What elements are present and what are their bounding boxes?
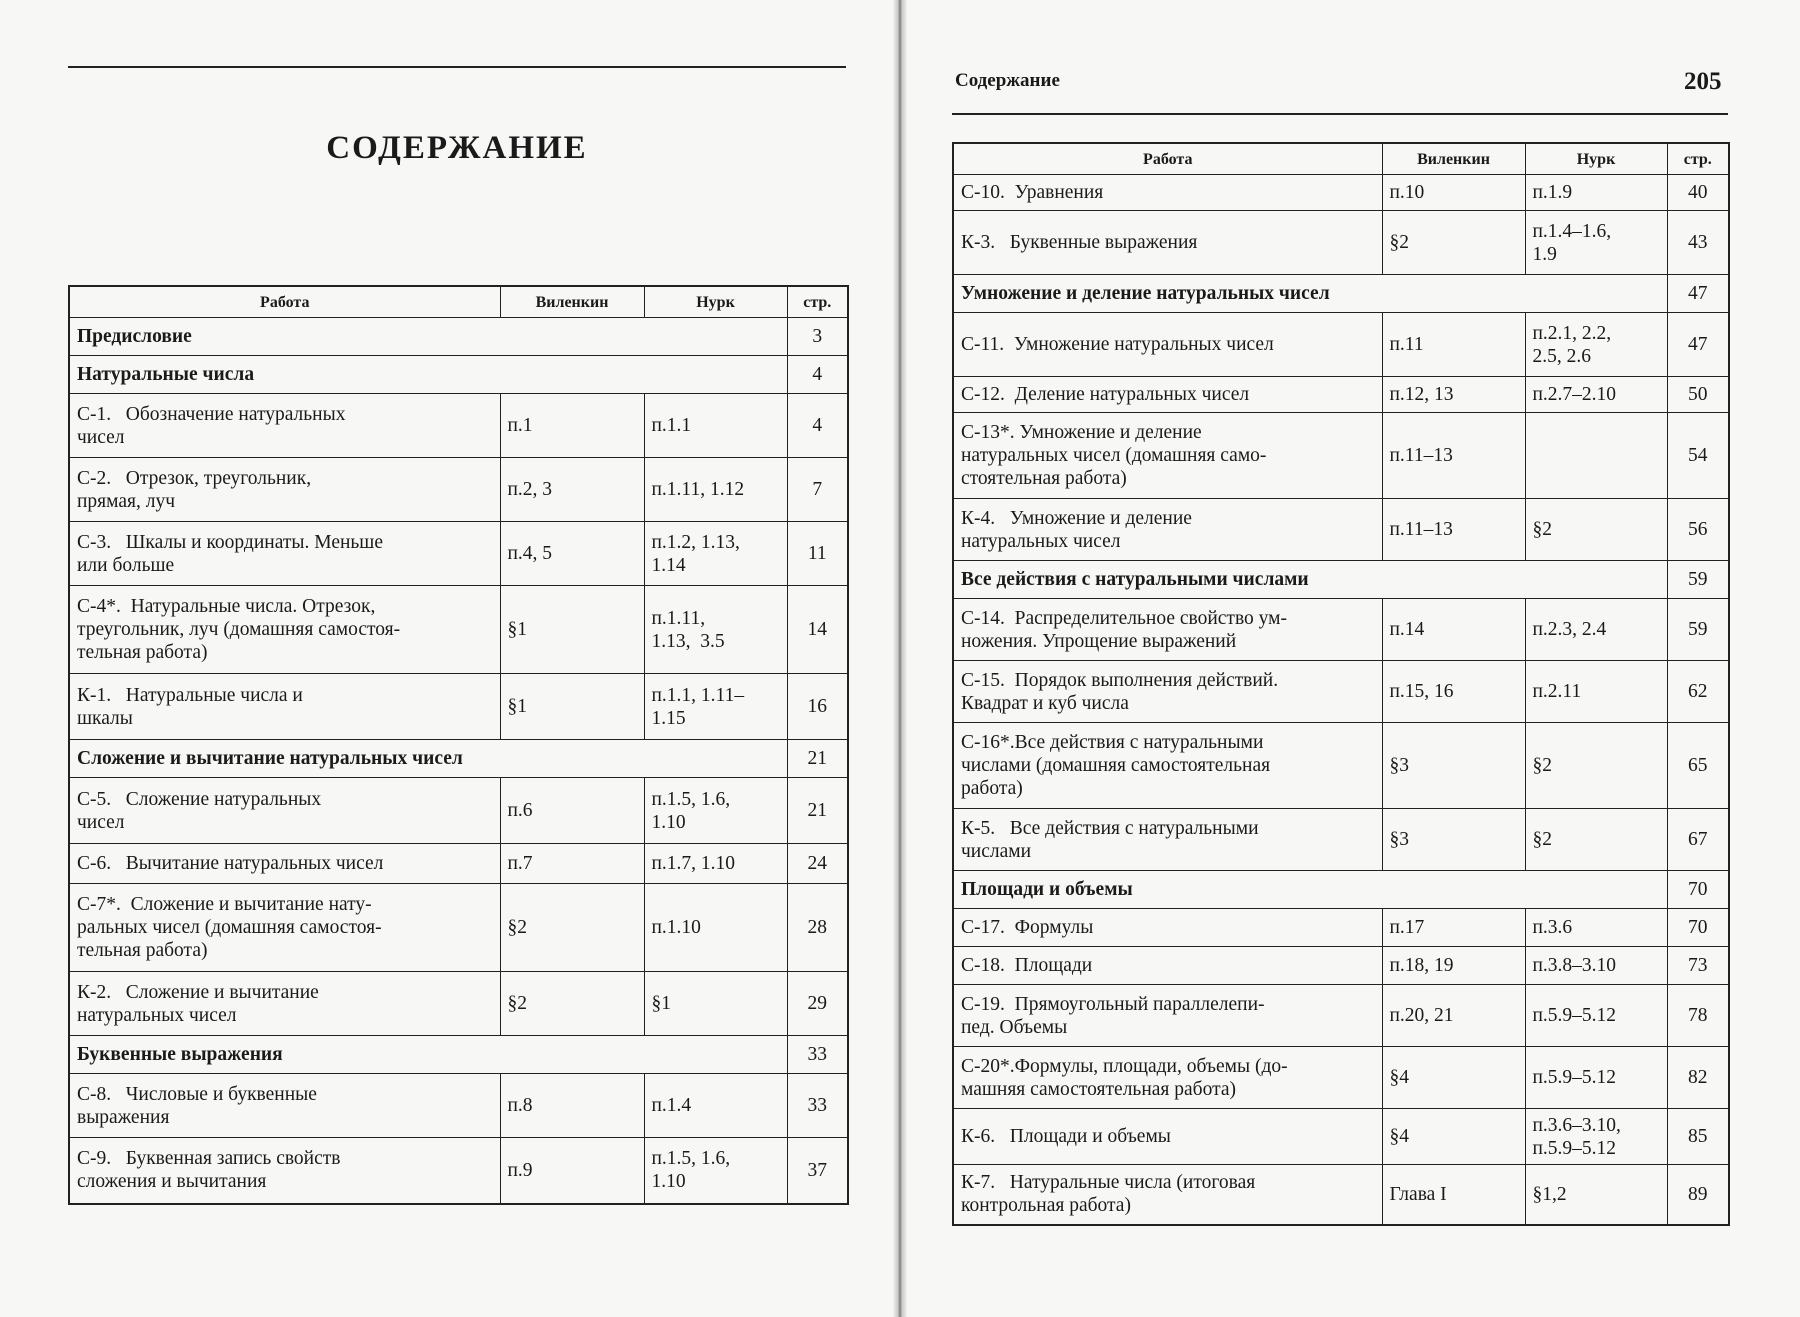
- work-cell-box: [953, 809, 1382, 871]
- col-header-vilenkin: Виленкин: [1382, 143, 1525, 175]
- section-title: Предисловие: [69, 318, 787, 356]
- page-cell-box: [1667, 947, 1729, 985]
- section-row: [953, 561, 1729, 599]
- vilenkin-cell-box: [1382, 661, 1525, 723]
- page-title: СОДЕРЖАНИЕ: [326, 130, 588, 166]
- nurk-cell-box: [1525, 599, 1667, 661]
- page-cell: 65: [1688, 755, 1708, 776]
- nurk-cell: п.1.4–1.6, 1.9: [1532, 220, 1612, 265]
- section-title: Сложение и вычитание натуральных чисел: [69, 740, 787, 778]
- table-row: [69, 586, 848, 674]
- nurk-cell-box: [1525, 499, 1667, 561]
- page-cell-box: [1667, 1165, 1729, 1225]
- nurk-cell: §2: [1532, 829, 1552, 850]
- nurk-cell-box: [644, 674, 787, 740]
- nurk-cell-box: [1525, 1165, 1667, 1225]
- table-row: [953, 313, 1729, 377]
- nurk-cell: п.3.8–3.10: [1532, 955, 1617, 976]
- vilenkin-cell-box: [1382, 1047, 1525, 1109]
- vilenkin-cell-box: [1382, 599, 1525, 661]
- work-cell: С-4*. Натуральные числа. Отрезок, треугольник, луч (домашняя самостоя- тельная работа): [77, 596, 401, 663]
- work-cell: С-7*. Сложение и вычитание нату- ральных чисел (домашняя самостоя- тельная работа): [77, 894, 382, 961]
- page-cell-box: [1667, 499, 1729, 561]
- work-cell-box: [953, 313, 1382, 377]
- page-cell-box: [787, 458, 848, 522]
- nurk-cell: п.2.1, 2.2, 2.5, 2.6: [1532, 322, 1612, 367]
- nurk-cell-box: [644, 844, 787, 884]
- col-header-nurk: Нурк: [644, 286, 787, 318]
- table-row: [953, 175, 1729, 211]
- nurk-cell: §2: [1532, 755, 1552, 776]
- section-page: 47: [1667, 275, 1729, 313]
- table-row: [953, 809, 1729, 871]
- work-cell: С-5. Сложение натуральных чисел: [77, 788, 322, 833]
- vilenkin-cell-box: [500, 972, 644, 1036]
- page-cell-box: [1667, 175, 1729, 211]
- page-cell-box: [1667, 909, 1729, 947]
- section-page: 59: [1667, 561, 1729, 599]
- page-cell: 47: [1688, 334, 1708, 355]
- work-cell: С-2. Отрезок, треугольник, прямая, луч: [77, 467, 312, 512]
- page-cell: 14: [807, 619, 827, 640]
- page-cell-box: [1667, 599, 1729, 661]
- vilenkin-cell: п.17: [1389, 917, 1425, 938]
- work-cell: С-6. Вычитание натуральных чисел: [77, 853, 384, 874]
- page-cell-box: [1667, 211, 1729, 275]
- page-cell-box: [1667, 377, 1729, 413]
- page-cell: 89: [1688, 1183, 1708, 1205]
- page-cell: 37: [807, 1159, 827, 1181]
- vilenkin-cell: Глава I: [1389, 1183, 1447, 1205]
- table-row: [953, 661, 1729, 723]
- page-cell-box: [787, 586, 848, 674]
- page-cell: 67: [1688, 829, 1708, 850]
- table-row: [69, 458, 848, 522]
- vilenkin-cell-box: [500, 586, 644, 674]
- vilenkin-cell: п.10: [1389, 182, 1425, 203]
- nurk-cell: §1,2: [1532, 1183, 1567, 1205]
- table-row: [69, 778, 848, 844]
- col-header-vilenkin: Виленкин: [500, 286, 644, 318]
- vilenkin-cell: §2: [507, 917, 527, 938]
- page-cell: 33: [807, 1095, 827, 1116]
- nurk-cell-box: [1525, 1047, 1667, 1109]
- page-cell: 73: [1688, 955, 1708, 976]
- vilenkin-cell: п.7: [507, 853, 533, 874]
- col-header-work: Работа: [69, 286, 500, 318]
- vilenkin-cell-box: [1382, 499, 1525, 561]
- nurk-cell: п.3.6: [1532, 917, 1573, 938]
- work-cell: К-4. Умножение и деление натуральных чисел: [961, 507, 1192, 552]
- work-cell: С-18. Площади: [961, 955, 1093, 976]
- page-cell: 85: [1688, 1126, 1708, 1147]
- nurk-cell: п.2.3, 2.4: [1532, 619, 1607, 640]
- vilenkin-cell: §1: [507, 619, 527, 640]
- work-cell: К-7. Натуральные числа (итоговая контрольная работа): [961, 1172, 1256, 1217]
- page-cell-box: [787, 1074, 848, 1138]
- vilenkin-cell-box: [1382, 1165, 1525, 1225]
- work-cell-box: [69, 884, 500, 972]
- section-row: [953, 275, 1729, 313]
- section-row: [953, 871, 1729, 909]
- page-cell: 70: [1688, 917, 1708, 938]
- section-page: 21: [787, 740, 848, 778]
- nurk-cell-box: [644, 522, 787, 586]
- page-cell-box: [1667, 985, 1729, 1047]
- work-cell-box: [953, 499, 1382, 561]
- work-cell: С-19. Прямоугольный параллелепи- пед. Объемы: [961, 993, 1265, 1038]
- vilenkin-cell: п.11: [1389, 334, 1424, 355]
- work-cell-box: [953, 947, 1382, 985]
- vilenkin-cell-box: [1382, 947, 1525, 985]
- top-rule-right: [952, 113, 1728, 115]
- work-cell: К-1. Натуральные числа и шкалы: [77, 684, 303, 729]
- vilenkin-cell-box: [500, 458, 644, 522]
- table-row: [69, 972, 848, 1036]
- page-cell-box: [1667, 661, 1729, 723]
- nurk-cell-box: [644, 884, 787, 972]
- page-cell: 62: [1688, 681, 1708, 702]
- vilenkin-cell: §2: [507, 993, 527, 1014]
- table-row: [953, 947, 1729, 985]
- nurk-cell: п.2.7–2.10: [1532, 384, 1617, 405]
- page-cell-box: [787, 972, 848, 1036]
- section-row: [69, 318, 848, 356]
- nurk-cell-box: [644, 972, 787, 1036]
- page-number: 205: [1684, 68, 1722, 95]
- page-cell-box: [1667, 809, 1729, 871]
- work-cell-box: [69, 1074, 500, 1138]
- work-cell: К-6. Площади и объемы: [961, 1126, 1171, 1147]
- section-title: Натуральные числа: [69, 356, 787, 394]
- vilenkin-cell: п.18, 19: [1389, 955, 1454, 976]
- table-header-row: [69, 286, 848, 318]
- page-cell: 50: [1688, 384, 1708, 405]
- table-row: [69, 884, 848, 972]
- table-row: [69, 394, 848, 458]
- col-header-work: Работа: [953, 143, 1382, 175]
- vilenkin-cell: п.20, 21: [1389, 1005, 1454, 1026]
- work-cell: С-1. Обозначение натуральных чисел: [77, 403, 346, 448]
- work-cell-box: [69, 972, 500, 1036]
- vilenkin-cell: п.12, 13: [1389, 384, 1454, 405]
- section-title: Умножение и деление натуральных чисел: [953, 275, 1667, 313]
- nurk-cell-box: [1525, 985, 1667, 1047]
- table-row: [69, 674, 848, 740]
- nurk-cell: п.1.9: [1532, 182, 1573, 203]
- vilenkin-cell-box: [500, 394, 644, 458]
- work-cell: С-8. Числовые и буквенные выражения: [77, 1083, 317, 1128]
- nurk-cell: §1: [651, 993, 671, 1014]
- page-cell-box: [787, 674, 848, 740]
- nurk-cell: п.1.10: [651, 917, 701, 938]
- vilenkin-cell-box: [1382, 809, 1525, 871]
- page-cell-box: [787, 394, 848, 458]
- work-cell: С-10. Уравнения: [961, 182, 1104, 203]
- nurk-cell-box: [1525, 723, 1667, 809]
- table-row: [69, 522, 848, 586]
- nurk-cell: п.3.6–3.10, п.5.9–5.12: [1532, 1114, 1621, 1159]
- nurk-cell-box: [644, 394, 787, 458]
- vilenkin-cell-box: [500, 778, 644, 844]
- page-cell: 43: [1688, 232, 1708, 253]
- page-cell-box: [1667, 1047, 1729, 1109]
- work-cell: С-17. Формулы: [961, 917, 1094, 938]
- vilenkin-cell-box: [1382, 377, 1525, 413]
- vilenkin-cell: §3: [1389, 755, 1409, 776]
- vilenkin-cell-box: [1382, 723, 1525, 809]
- vilenkin-cell-box: [1382, 211, 1525, 275]
- page-cell-box: [787, 1138, 848, 1204]
- nurk-cell-box: [1525, 947, 1667, 985]
- table-row: [953, 211, 1729, 275]
- vilenkin-cell: п.15, 16: [1389, 681, 1454, 702]
- work-cell: С-16*.Все действия с натуральными числами (домашняя самостоятельная работа): [961, 732, 1271, 799]
- table-row: [953, 599, 1729, 661]
- work-cell-box: [69, 674, 500, 740]
- vilenkin-cell: п.6: [507, 800, 533, 821]
- vilenkin-cell-box: [500, 522, 644, 586]
- work-cell: К-3. Буквенные выражения: [961, 232, 1198, 253]
- work-cell: С-13*. Умножение и деление натуральных чисел (домашняя само- стоятельная работа): [961, 422, 1267, 489]
- nurk-cell-box: [644, 1138, 787, 1204]
- nurk-cell-box: [1525, 175, 1667, 211]
- table-row: [953, 1047, 1729, 1109]
- nurk-cell: п.5.9–5.12: [1532, 1005, 1617, 1026]
- work-cell-box: [953, 211, 1382, 275]
- work-cell: С-9. Буквенная запись свойств сложения и вычитания: [77, 1148, 341, 1193]
- work-cell: К-5. Все действия с натуральными числами: [961, 817, 1259, 862]
- nurk-cell: п.5.9–5.12: [1532, 1067, 1617, 1088]
- vilenkin-cell: §3: [1389, 829, 1409, 850]
- table-row: [953, 909, 1729, 947]
- nurk-cell: п.1.2, 1.13, 1.14: [651, 531, 740, 576]
- work-cell-box: [953, 1047, 1382, 1109]
- page-cell: 59: [1688, 619, 1708, 640]
- vilenkin-cell: п.4, 5: [507, 543, 553, 564]
- nurk-cell: п.1.1: [651, 415, 692, 436]
- page-cell: 16: [807, 696, 827, 717]
- vilenkin-cell: п.14: [1389, 619, 1425, 640]
- nurk-cell: п.1.7, 1.10: [651, 853, 736, 874]
- page-cell: 28: [807, 917, 827, 938]
- table-row: [69, 844, 848, 884]
- col-header-page: стр.: [787, 286, 848, 318]
- col-header-page: стр.: [1667, 143, 1729, 175]
- work-cell-box: [953, 661, 1382, 723]
- nurk-cell-box: [1525, 211, 1667, 275]
- section-title: Буквенные выражения: [69, 1036, 787, 1074]
- page-cell: 54: [1688, 445, 1708, 466]
- table-row: [953, 985, 1729, 1047]
- section-row: [69, 356, 848, 394]
- table-row: [953, 723, 1729, 809]
- nurk-cell: п.1.5, 1.6, 1.10: [651, 788, 731, 833]
- section-row: [69, 1036, 848, 1074]
- vilenkin-cell-box: [500, 884, 644, 972]
- work-cell-box: [69, 778, 500, 844]
- vilenkin-cell-box: [1382, 413, 1525, 499]
- work-cell-box: [953, 723, 1382, 809]
- vilenkin-cell: §1: [507, 696, 527, 717]
- vilenkin-cell: п.11–13: [1389, 519, 1453, 540]
- page-cell: 29: [807, 993, 827, 1014]
- page-cell-box: [1667, 1109, 1729, 1165]
- vilenkin-cell-box: [500, 1074, 644, 1138]
- page-cell-box: [1667, 313, 1729, 377]
- page-cell: 4: [812, 415, 823, 436]
- work-cell-box: [69, 586, 500, 674]
- vilenkin-cell: п.8: [507, 1095, 533, 1116]
- nurk-cell-box: [644, 1074, 787, 1138]
- nurk-cell-box: [1525, 377, 1667, 413]
- vilenkin-cell-box: [500, 674, 644, 740]
- nurk-cell-box: [1525, 413, 1667, 499]
- table-row: [953, 377, 1729, 413]
- section-page: 33: [787, 1036, 848, 1074]
- table-row: [953, 1109, 1729, 1165]
- vilenkin-cell-box: [500, 1138, 644, 1204]
- page-cell: 7: [812, 479, 823, 500]
- vilenkin-cell: §2: [1389, 232, 1409, 253]
- page-cell: 82: [1688, 1067, 1708, 1088]
- page-cell-box: [1667, 723, 1729, 809]
- work-cell-box: [69, 458, 500, 522]
- table-row: [953, 499, 1729, 561]
- vilenkin-cell: п.1: [507, 415, 533, 436]
- vilenkin-cell-box: [1382, 175, 1525, 211]
- nurk-cell-box: [1525, 661, 1667, 723]
- running-title: Содержание: [955, 70, 1060, 91]
- vilenkin-cell: п.2, 3: [507, 479, 553, 500]
- work-cell: С-15. Порядок выполнения действий. Квадрат и куб числа: [961, 669, 1279, 714]
- section-row: [69, 740, 848, 778]
- page-cell-box: [787, 884, 848, 972]
- work-cell-box: [69, 394, 500, 458]
- work-cell-box: [953, 175, 1382, 211]
- work-cell-box: [953, 985, 1382, 1047]
- work-cell-box: [953, 1109, 1382, 1165]
- work-cell-box: [69, 844, 500, 884]
- work-cell: С-11. Умножение натуральных чисел: [961, 334, 1274, 355]
- nurk-cell: п.1.4: [651, 1095, 692, 1116]
- work-cell: С-3. Шкалы и координаты. Меньше или больше: [77, 531, 383, 576]
- table-row: [953, 413, 1729, 499]
- page-cell-box: [787, 844, 848, 884]
- nurk-cell: §2: [1532, 519, 1552, 540]
- vilenkin-cell-box: [1382, 1109, 1525, 1165]
- nurk-cell-box: [1525, 909, 1667, 947]
- nurk-cell-box: [1525, 313, 1667, 377]
- section-title: Площади и объемы: [953, 871, 1667, 909]
- page-cell-box: [787, 778, 848, 844]
- section-page: 3: [787, 318, 848, 356]
- vilenkin-cell-box: [1382, 909, 1525, 947]
- work-cell-box: [953, 413, 1382, 499]
- vilenkin-cell-box: [1382, 313, 1525, 377]
- work-cell: С-14. Распределительное свойство ум- ножения. Упрощение выражений: [961, 607, 1287, 652]
- nurk-cell: п.2.11: [1532, 681, 1582, 702]
- work-cell: С-20*.Формулы, площади, объемы (до- машняя самостоятельная работа): [961, 1055, 1288, 1100]
- vilenkin-cell-box: [1382, 985, 1525, 1047]
- page-cell: 78: [1688, 1005, 1708, 1026]
- page-cell: 11: [807, 543, 827, 564]
- nurk-cell: п.1.1, 1.11– 1.15: [651, 684, 745, 729]
- page-cell: 40: [1688, 182, 1708, 203]
- work-cell: С-12. Деление натуральных чисел: [961, 384, 1250, 405]
- page-cell: 21: [807, 800, 827, 821]
- toc-table-right: [952, 142, 1730, 1226]
- work-cell-box: [953, 599, 1382, 661]
- vilenkin-cell: §4: [1389, 1067, 1409, 1088]
- nurk-cell: п.1.11, 1.12: [651, 479, 745, 500]
- section-page: 70: [1667, 871, 1729, 909]
- nurk-cell-box: [644, 458, 787, 522]
- page-cell: 56: [1688, 519, 1708, 540]
- col-header-nurk: Нурк: [1525, 143, 1667, 175]
- vilenkin-cell: п.9: [507, 1159, 533, 1181]
- nurk-cell-box: [1525, 809, 1667, 871]
- page-cell-box: [787, 522, 848, 586]
- page-cell: 24: [807, 853, 827, 874]
- nurk-cell: п.1.11, 1.13, 3.5: [651, 607, 725, 652]
- table-header-row: [953, 143, 1729, 175]
- nurk-cell-box: [1525, 1109, 1667, 1165]
- vilenkin-cell: п.11–13: [1389, 445, 1453, 466]
- book-gutter: [893, 0, 907, 1317]
- vilenkin-cell: §4: [1389, 1126, 1409, 1147]
- table-row: [69, 1074, 848, 1138]
- table-row: [953, 1165, 1729, 1225]
- section-page: 4: [787, 356, 848, 394]
- toc-table-left: [68, 285, 849, 1205]
- work-cell-box: [953, 909, 1382, 947]
- nurk-cell-box: [644, 586, 787, 674]
- table-row: [69, 1138, 848, 1204]
- work-cell-box: [953, 377, 1382, 413]
- top-rule-left: [68, 66, 846, 68]
- work-cell-box: [69, 1138, 500, 1204]
- nurk-cell: п.1.5, 1.6, 1.10: [651, 1148, 731, 1193]
- work-cell: К-2. Сложение и вычитание натуральных чисел: [77, 981, 319, 1026]
- section-title: Все действия с натуральными числами: [953, 561, 1667, 599]
- page-cell-box: [1667, 413, 1729, 499]
- work-cell-box: [69, 522, 500, 586]
- vilenkin-cell-box: [500, 844, 644, 884]
- work-cell-box: [953, 1165, 1382, 1225]
- nurk-cell-box: [644, 778, 787, 844]
